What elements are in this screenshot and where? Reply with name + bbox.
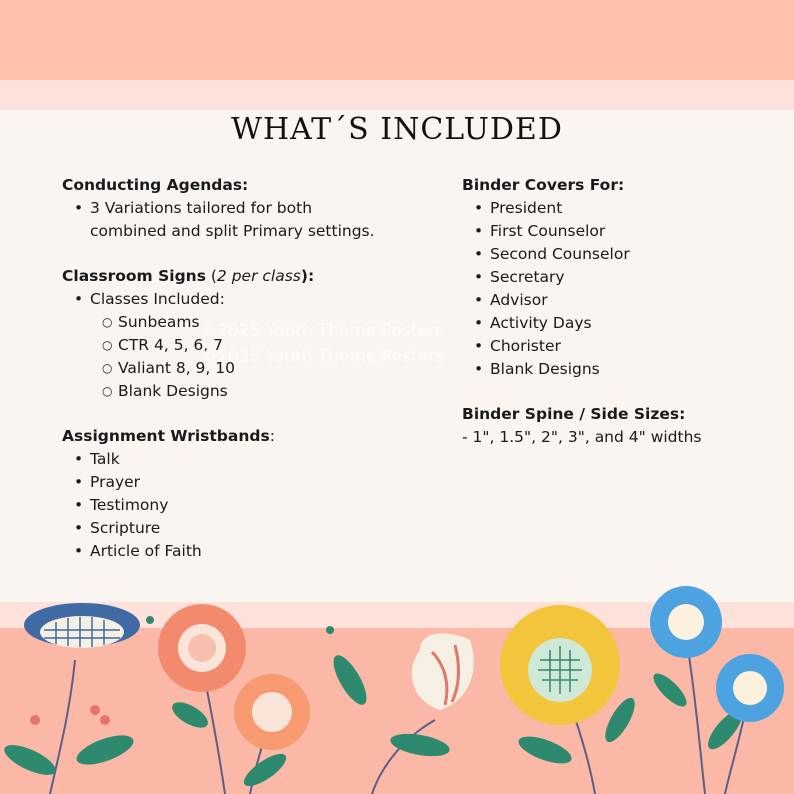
heading-suffix: : [269,427,275,445]
sub-list-item: ○ CTR 4, 5, 6, 7 [62,334,442,357]
binder-covers-heading: Binder Covers For: [462,176,625,194]
conducting-agendas-list [62,197,442,243]
heading-text: Classroom Signs [62,267,206,285]
list-item-text: 3 Variations tailored for both [90,199,313,217]
binder-covers-list [462,197,782,381]
binder-spine-heading: Binder Spine / Side Sizes: [462,405,686,423]
sub-list-item: ○ Valiant 8, 9, 10 [62,357,442,380]
list-item: • Prayer [62,471,442,494]
heading-open: ( [205,267,217,285]
list-item: • Article of Faith [62,540,442,563]
list-item: • Blank Designs [462,358,782,381]
list-item: • Chorister [462,335,782,358]
list-item-text: combined and split Primary settings. [90,222,375,240]
sub-list-item: ○ Sunbeams [62,311,442,334]
list-item: • Advisor [462,289,782,312]
list-item: • Testimony [62,494,442,517]
conducting-agendas-heading: Conducting Agendas: [62,176,249,194]
wristbands-heading [62,425,442,448]
list-item [62,197,442,243]
list-item: • President [462,197,782,220]
heading-text: Assignment Wristbands [62,427,270,445]
left-column [62,174,442,563]
list-item: • Secretary [462,266,782,289]
classroom-signs-list [62,288,442,403]
binder-spine-sizes: - 1", 1.5", 2", 3", and 4" widths [462,428,702,446]
sub-list-item: ○ Blank Designs [62,380,442,403]
top-band [0,0,794,80]
watermark-line: ©2025 Youth Theme Posters [200,321,444,341]
page-title: WHAT´S INCLUDED [231,112,563,147]
list-item: • Activity Days [462,312,782,335]
list-item: • First Counselor [462,220,782,243]
top-band-light [0,80,794,110]
list-item: • Scripture [62,517,442,540]
list-item: • Classes Included: [62,288,442,311]
heading-italic: 2 per class [216,267,301,285]
right-column [462,174,782,449]
list-item: • Second Counselor [462,243,782,266]
classroom-signs-heading [62,265,442,288]
watermark-line: ©2025 Youth Theme Posters [200,347,444,367]
wristbands-list [62,448,442,563]
list-item: • Talk [62,448,442,471]
flower-illustration-icon [0,570,794,794]
heading-close: ): [300,267,315,285]
